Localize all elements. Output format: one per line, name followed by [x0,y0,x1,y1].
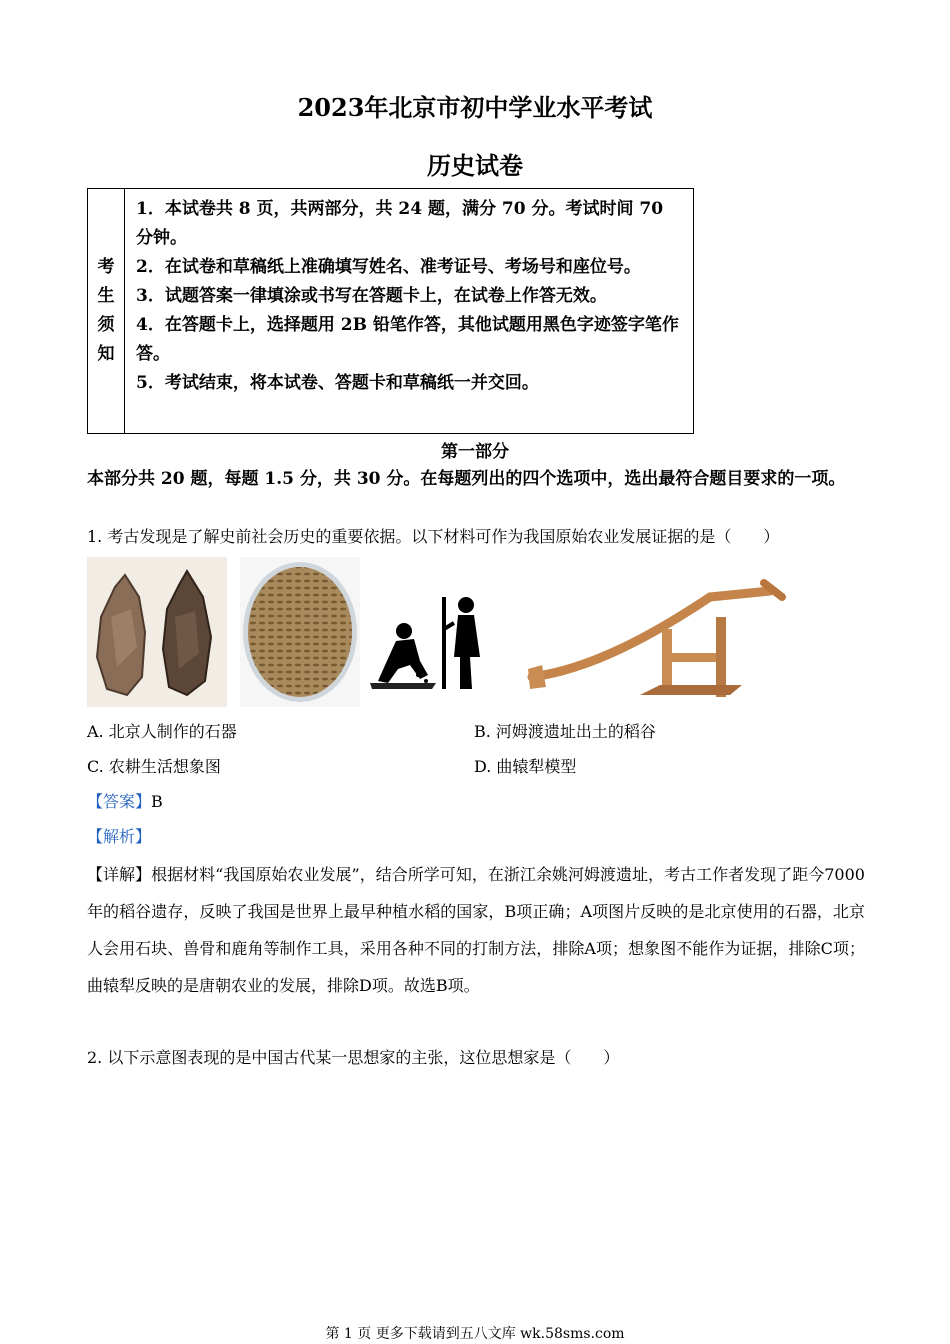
answer-tag: 【答案】 [87,792,152,811]
analysis-tag: 【解析】 [87,827,152,846]
notice-label-char: 须 [97,315,115,335]
notice-item: 5．考试结束，将本试卷、答题卡和草稿纸一并交回。 [136,373,539,393]
option-d: D. 曲辕犁模型 [474,757,577,776]
answer-line [87,789,163,812]
option-c: C. 农耕生活想象图 [87,757,221,776]
notice-box [87,188,694,434]
detail-tag: 【详解】 [87,865,152,884]
exam-subject: 历史试卷 [427,151,523,180]
notice-item: 3．试题答案一律填涂或书写在答题卡上，在试卷上作答无效。 [136,286,607,306]
notice-label-char: 考 [97,257,115,277]
farming-illustration-image [362,557,492,707]
part-intro: 本部分共 20 题，每题 1.5 分，共 30 分。在每题列出的四个选项中，选出最符合题目要求的一项。 [87,469,846,489]
curved-plow-image [520,557,790,707]
q2-stem: 2. 以下示意图表现的是中国古代某一思想家的主张，这位思想家是（ ） [87,1048,620,1067]
stone-tools-image [87,557,227,707]
detail-text: 根据材料“我国原始农业发展”，结合所学可知，在浙江余姚河姆渡遗址，考古工作者发现了距今7000年的稻谷遗存，反映了我国是世界上最早种植水稻的国家，B项正确；A项图片反映的是北京使用的石器，北京人会用石块、兽骨和鹿角等制作工具，采用各种不同的打制方法，排除A项；想象图不能作为证据，排除C项；曲辕犁反映的是唐朝农业的发展，排除D项。故选B项。 [87,865,865,995]
option-b: B. 河姆渡遗址出土的稻谷 [474,722,656,741]
rice-grains-image [240,557,360,707]
notice-item: 4．在答题卡上，选择题用 2B 铅笔作答，其他试题用黑色字迹签字笔作答。 [136,315,679,364]
explanation [87,856,865,1004]
option-a: A. 北京人制作的石器 [87,722,237,741]
answer-value: B [151,792,163,811]
notice-item: 1．本试卷共 8 页，共两部分，共 24 题，满分 70 分。考试时间 70 分钟。 [136,199,664,248]
notice-label-char: 知 [97,344,115,364]
page-footer: 第 1 页 更多下载请到五八文库 wk.58sms.com [325,1326,625,1342]
part-heading: 第一部分 [441,442,509,462]
notice-items [136,195,684,398]
notice-label-char: 生 [97,286,115,306]
notice-label [88,189,125,433]
q1-stem: 1. 考古发现是了解史前社会历史的重要依据。以下材料可作为我国原始农业发展证据的是（ ） [87,527,780,546]
exam-title: 2023年北京市初中学业水平考试 [297,93,653,122]
notice-item: 2．在试卷和草稿纸上准确填写姓名、准考证号、考场号和座位号。 [136,257,641,277]
